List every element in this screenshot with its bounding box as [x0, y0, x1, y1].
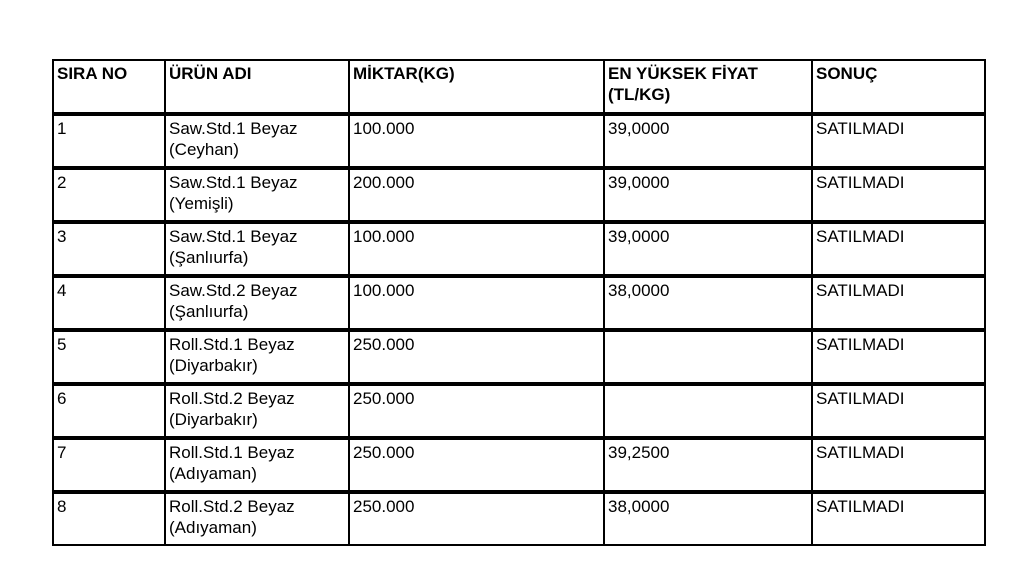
urun-line2: (Şanlıurfa) — [169, 302, 249, 321]
urun-line1: Saw.Std.2 Beyaz — [169, 281, 298, 300]
urun-line2: (Adıyaman) — [169, 464, 257, 483]
cell-miktar: 250.000 — [350, 384, 605, 438]
cell-sira: 5 — [54, 330, 166, 384]
auction-results-table — [52, 59, 986, 546]
urun-line2: (Şanlıurfa) — [169, 248, 249, 267]
cell-sira: 4 — [54, 276, 166, 330]
cell-fiyat: 39,0000 — [605, 114, 813, 168]
table-row — [54, 492, 986, 546]
cell-sira: 8 — [54, 492, 166, 546]
urun-line2: (Diyarbakır) — [169, 356, 258, 375]
cell-sonuc: SATILMADI — [813, 438, 986, 492]
urun-line2: (Diyarbakır) — [169, 410, 258, 429]
cell-urun-adi — [166, 276, 350, 330]
cell-miktar: 250.000 — [350, 438, 605, 492]
urun-line2: (Yemişli) — [169, 194, 234, 213]
urun-line1: Saw.Std.1 Beyaz — [169, 227, 298, 246]
header-en-yuksek-fiyat — [605, 61, 813, 114]
cell-sira: 1 — [54, 114, 166, 168]
urun-line1: Roll.Std.1 Beyaz — [169, 443, 295, 462]
table-header — [54, 61, 986, 114]
cell-urun-adi — [166, 438, 350, 492]
urun-line1: Saw.Std.1 Beyaz — [169, 173, 298, 192]
cell-miktar: 250.000 — [350, 330, 605, 384]
cell-fiyat: 38,0000 — [605, 276, 813, 330]
cell-urun-adi — [166, 384, 350, 438]
cell-miktar: 250.000 — [350, 492, 605, 546]
cell-urun-adi — [166, 222, 350, 276]
cell-fiyat: 39,0000 — [605, 222, 813, 276]
urun-line1: Roll.Std.2 Beyaz — [169, 497, 295, 516]
table-row — [54, 276, 986, 330]
cell-sonuc: SATILMADI — [813, 330, 986, 384]
cell-miktar: 100.000 — [350, 276, 605, 330]
cell-sira: 7 — [54, 438, 166, 492]
header-row — [54, 61, 986, 114]
table-row — [54, 114, 986, 168]
table-row — [54, 384, 986, 438]
header-sira-no: SIRA NO — [54, 61, 166, 114]
table-row — [54, 330, 986, 384]
urun-line1: Saw.Std.1 Beyaz — [169, 119, 298, 138]
cell-sira: 2 — [54, 168, 166, 222]
cell-sonuc: SATILMADI — [813, 168, 986, 222]
table-body — [54, 114, 986, 546]
urun-line2: (Adıyaman) — [169, 518, 257, 537]
urun-line1: Roll.Std.1 Beyaz — [169, 335, 295, 354]
cell-fiyat: 39,2500 — [605, 438, 813, 492]
header-miktar: MİKTAR(KG) — [350, 61, 605, 114]
cell-urun-adi — [166, 168, 350, 222]
cell-urun-adi — [166, 492, 350, 546]
cell-urun-adi — [166, 330, 350, 384]
header-sonuc: SONUÇ — [813, 61, 986, 114]
table-row — [54, 438, 986, 492]
header-fiyat-line1: EN YÜKSEK FİYAT — [608, 64, 758, 83]
cell-miktar: 200.000 — [350, 168, 605, 222]
cell-sira: 3 — [54, 222, 166, 276]
cell-urun-adi — [166, 114, 350, 168]
cell-sonuc: SATILMADI — [813, 492, 986, 546]
table-row — [54, 168, 986, 222]
cell-fiyat — [605, 330, 813, 384]
cell-miktar: 100.000 — [350, 222, 605, 276]
cell-sonuc: SATILMADI — [813, 114, 986, 168]
cell-fiyat: 39,0000 — [605, 168, 813, 222]
cell-sonuc: SATILMADI — [813, 276, 986, 330]
urun-line1: Roll.Std.2 Beyaz — [169, 389, 295, 408]
cell-sonuc: SATILMADI — [813, 384, 986, 438]
urun-line2: (Ceyhan) — [169, 140, 239, 159]
cell-miktar: 100.000 — [350, 114, 605, 168]
cell-sonuc: SATILMADI — [813, 222, 986, 276]
cell-sira: 6 — [54, 384, 166, 438]
table-row — [54, 222, 986, 276]
header-fiyat-line2: (TL/KG) — [608, 85, 671, 104]
cell-fiyat — [605, 384, 813, 438]
header-urun-adi: ÜRÜN ADI — [166, 61, 350, 114]
cell-fiyat: 38,0000 — [605, 492, 813, 546]
